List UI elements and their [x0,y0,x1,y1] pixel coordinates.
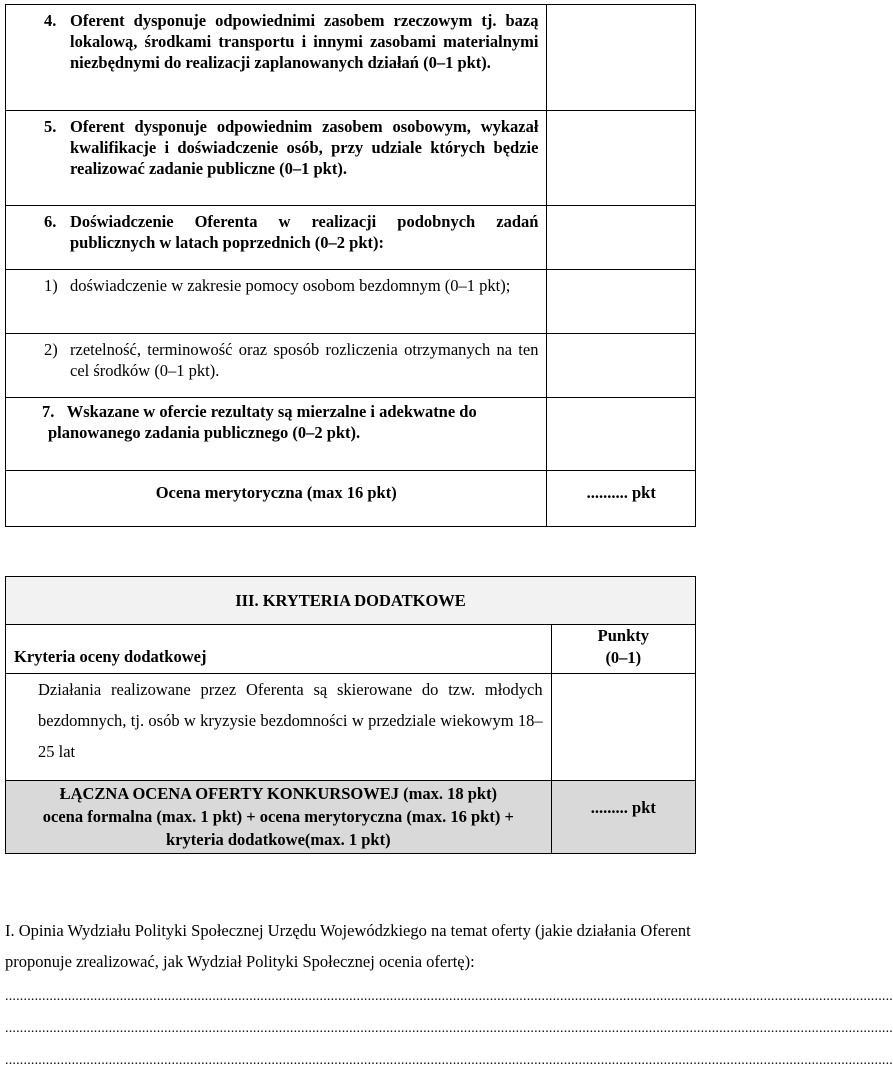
criterion-text: Doświadczenie Oferenta w realizacji podobnych zadań publicznych w latach poprzednich (0–2 pkt): [70,212,539,252]
points-cell [551,674,695,781]
section-heading: III. KRYTERIA DODATKOWE [6,577,696,625]
criteria-column-header: Kryteria oceny dodatkowej [6,625,552,674]
points-cell [547,206,696,270]
criterion-number: 2) [44,340,58,359]
criterion-cell [6,206,547,270]
criterion-cell [6,398,547,471]
dotted-line: ................................................................................................................................................................................................................................................ [5,1053,893,1068]
additional-criterion-text: Działania realizowane przez Oferenta są skierowane do tzw. młodych bezdomnych, tj. osób w kryzysie bezdomności w przedziale wiekowym 18–25 lat [6,674,552,781]
criterion-number: 4. [44,11,57,30]
criterion-cell [6,111,547,206]
dotted-line: ................................................................................................................................................................................................................................................ [5,1021,893,1036]
criterion-number: 1) [44,276,58,295]
criterion-text: doświadczenie w zakresie pomocy osobom bezdomnym (0–1 pkt); [70,276,511,295]
points-header-range: (0–1) [605,648,642,667]
opinion-paragraph: I. Opinia Wydziału Polityki Społecznej Urzędu Wojewódzkiego na temat oferty (jakie działania Oferent proponuje zrealizować, jak Wydział Polityki Społecznej ocenia ofertę): [5,921,691,971]
total-score-line: kryteria dodatkowe(max. 1 pkt) [166,830,391,849]
criterion-number: 6. [44,212,57,231]
criterion-text: Wskazane w ofercie rezultaty są mierzalne i adekwatne do planowanego zadania publicznego (0–2 pkt). [48,402,477,442]
points-column-header [551,625,695,674]
criterion-number: 7. [42,402,55,421]
additional-criteria-table [5,576,696,854]
points-cell [547,5,696,111]
merit-summary-value: .......... pkt [547,471,696,527]
points-cell [547,398,696,471]
criterion-cell [6,334,547,398]
dotted-line: ................................................................................................................................................................................................................................................ [5,989,893,1004]
total-score-value: ......... pkt [551,781,695,854]
total-score-label [6,781,552,854]
criterion-text: rzetelność, terminowość oraz sposób rozliczenia otrzymanych na ten cel środków (0–1 pkt). [70,340,539,380]
criterion-cell [6,5,547,111]
points-header-line: Punkty [597,626,649,645]
total-score-line: ŁĄCZNA OCENA OFERTY KONKURSOWEJ (max. 18 pkt) [59,784,498,803]
points-cell [547,270,696,334]
merit-criteria-table [5,4,696,527]
criterion-text: Oferent dysponuje odpowiednim zasobem osobowym, wykazał kwalifikacje i doświadczenie osób, przy udziale których będzie realizować zadanie publiczne (0–1 pkt). [70,117,539,178]
merit-summary-label: Ocena merytoryczna (max 16 pkt) [6,471,547,527]
points-cell [547,334,696,398]
total-score-line: ocena formalna (max. 1 pkt) + ocena merytoryczna (max. 16 pkt) + [42,807,514,826]
criterion-number: 5. [44,117,57,136]
criterion-text: Oferent dysponuje odpowiednimi zasobem rzeczowym tj. bazą lokalową, środkami transportu i innymi zasobami materialnymi niezbędnymi do realizacji zaplanowanych działań (0–1 pkt). [70,11,539,72]
points-cell [547,111,696,206]
criterion-cell [6,270,547,334]
